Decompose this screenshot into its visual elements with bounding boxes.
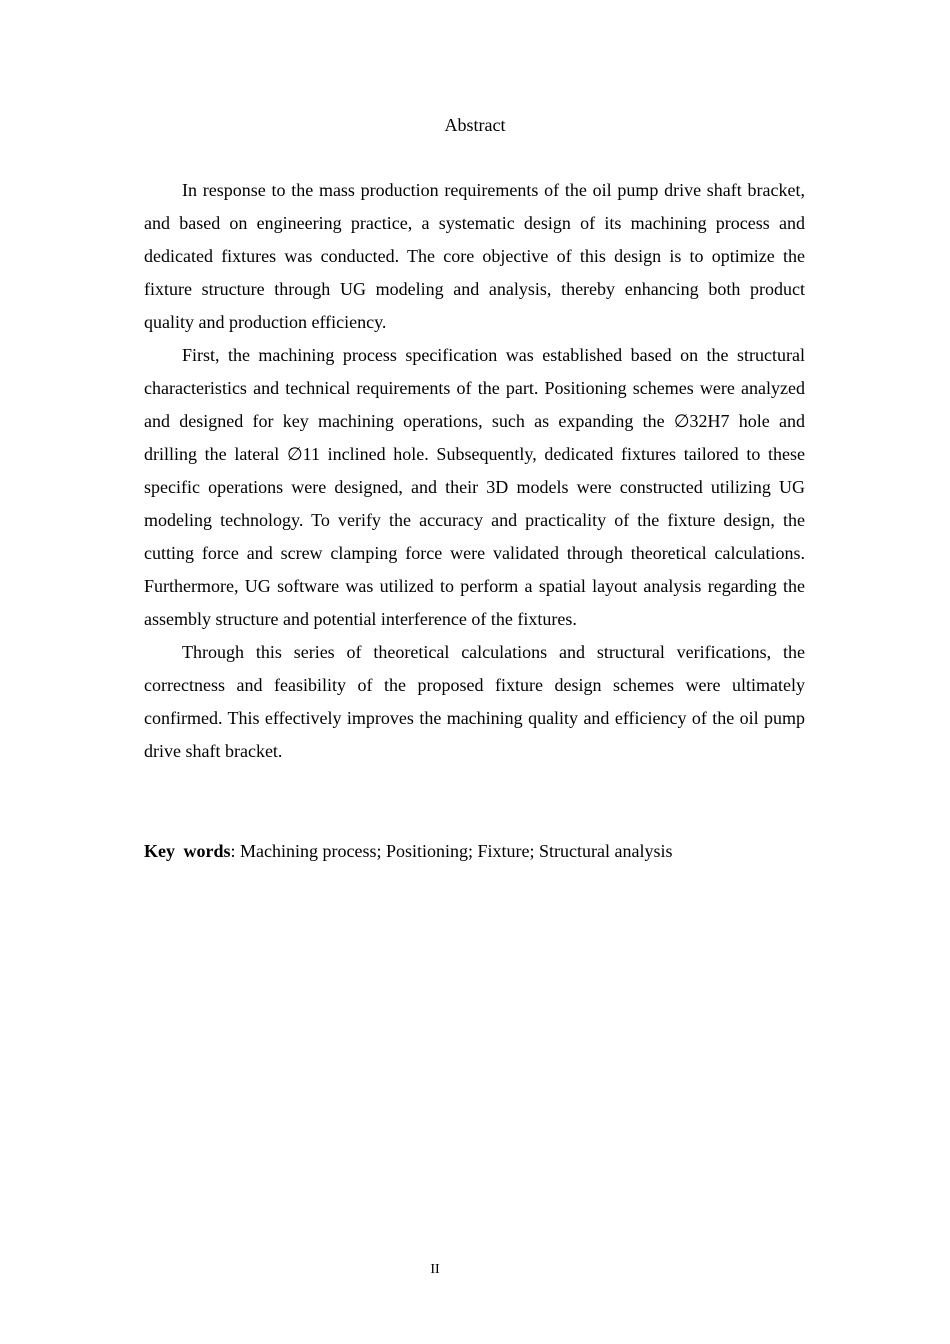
abstract-paragraph-1: In response to the mass production requirements of the oil pump drive shaft bracket, and based on engineering practice, a systematic design of its machining process and dedicated fixtures was conducted. The core objective of this design is to optimize the fixture structure through UG modeling and analysis, thereby enhancing both product quality and production efficiency. <box>144 180 805 332</box>
page-title: Abstract <box>444 115 506 135</box>
keywords-line <box>144 835 805 868</box>
abstract-paragraph-3: Through this series of theoretical calculations and structural verifications, the correctness and feasibility of the proposed fixture design schemes were ultimately confirmed. This effectively improves the machining quality and efficiency of the oil pump drive shaft bracket. <box>144 642 805 761</box>
page-number: II <box>430 1262 440 1277</box>
abstract-paragraph-2: First, the machining process specification was established based on the structural characteristics and technical requirements of the part. Positioning schemes were analyzed and designed for key machining operations, such as expanding the ∅32H7 hole and drilling the lateral ∅11 inclined hole. Subsequently, dedicated fixtures tailored to these specific operations were designed, and their 3D models were constructed utilizing UG modeling technology. To verify the accuracy and practicality of the fixture design, the cutting force and screw clamping force were validated through theoretical calculations. Furthermore, UG software was utilized to perform a spatial layout analysis regarding the assembly structure and potential interference of the fixtures. <box>144 345 805 629</box>
keywords-list: : Machining process; Positioning; Fixture; Structural analysis <box>230 841 673 861</box>
keywords-label: Key words <box>144 841 231 861</box>
abstract-body <box>144 174 805 768</box>
